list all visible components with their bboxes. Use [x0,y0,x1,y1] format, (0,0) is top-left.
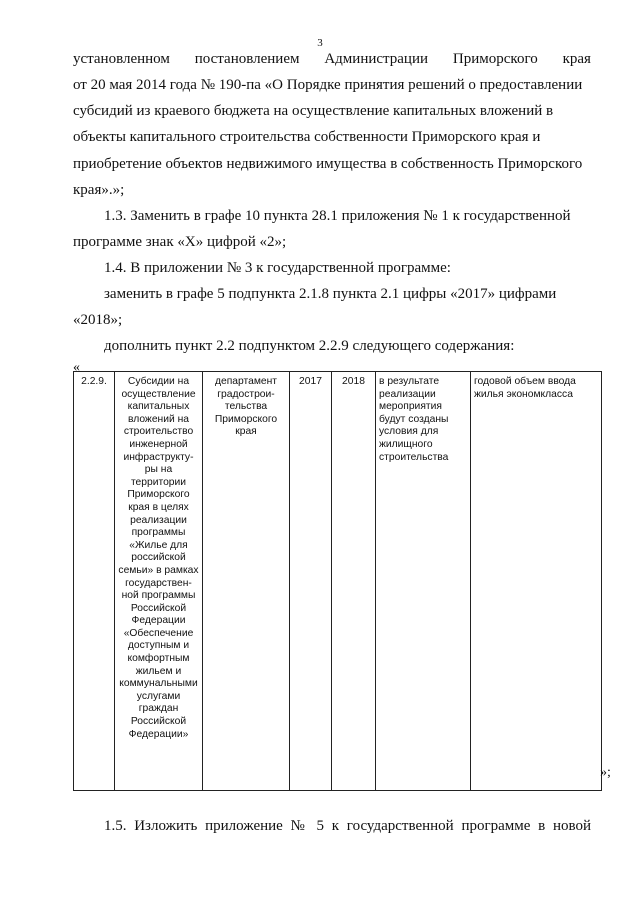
cell-start-year: 2017 [290,372,332,791]
word: Администрации [324,51,429,67]
paragraph-line: приобретение объектов недвижимого имущества в собственность Приморского [73,156,583,172]
word: Приморского [452,51,538,67]
add-line: дополнить пункт 2.2 подпунктом 2.2.9 следующего содержания: [104,338,515,354]
item-1-5-text: 1.5. Изложить приложение № 5 к государственной программе в новой [104,818,591,834]
item-1-3-line: программе знак «Х» цифрой «2»; [73,234,287,250]
program-table [73,371,602,791]
table-row [74,372,602,791]
quote-close: »; [600,765,611,780]
word: установленном [73,51,170,67]
item-1-5-line [104,817,591,835]
cell-name: Субсидии на осуществление капитальных вложений на строительство инженерной инфраструкту-ры на территории Приморского края в целях реализации программы «Жилье для российской семьи» в рамках государствен-ной программы Российской Федерации «Обеспечение доступным и комфортным жильем и коммунальными услугами граждан Российской Федерации» [115,372,203,791]
word: постановлением [194,51,300,67]
paragraph-line: субсидий из краевого бюджета на осуществление капитальных вложений в [73,103,554,119]
replace-line: заменить в графе 5 подпункта 2.1.8 пункта 2.1 цифры «2017» цифрами [104,286,557,302]
cell-number: 2.2.9. [74,372,115,791]
paragraph-line: края».»; [73,182,125,198]
quote-open: « [73,360,80,375]
paragraph-line [73,50,591,68]
cell-result: в результате реализации мероприятия будут созданы условия для жилищного строительства [376,372,471,791]
paragraph-line: от 20 мая 2014 года № 190-па «О Порядке принятия решений о предоставлении [73,77,583,93]
item-1-3-line: 1.3. Заменить в графе 10 пункта 28.1 приложения № 1 к государственной [104,208,571,224]
cell-indicator: годовой объем ввода жилья экономкласса [471,372,602,791]
word: края [562,51,591,67]
cell-executor: департамент градострои-тельства Приморского края [203,372,290,791]
item-1-4: 1.4. В приложении № 3 к государственной программе: [104,260,451,276]
replace-line: «2018»; [73,312,123,328]
paragraph-line: объекты капитального строительства собственности Приморского края и [73,129,541,145]
cell-end-year: 2018 [332,372,376,791]
page-number: 3 [317,37,323,49]
